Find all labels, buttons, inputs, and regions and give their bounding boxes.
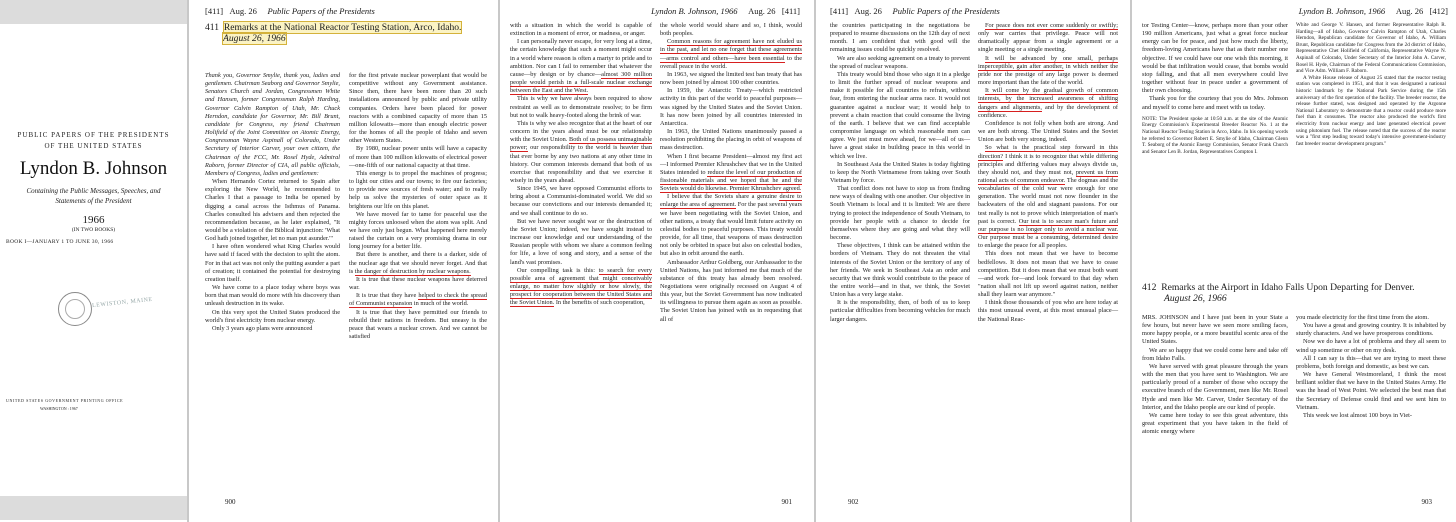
section-number: 411	[205, 22, 220, 33]
paragraph: This treaty would bind those who sign it in a pledge to limit the further spread of nuclear weapons and make it possible for all countries to refrain, without fear, from entering the nuclear arms race. It would not guarantee against a nuclear war; it would help to prevent a chain reaction that could consume the living of the earth. I believe that we can find acceptable compromise language on which reasonable men can agree. We just must move ahead, for we—all of us—have a great stake in building peace in this world in which we live.	[830, 70, 970, 160]
column-right	[349, 72, 487, 341]
footnote: White and George V. Hansen, and former Representative Ralph R. Harding—all of Idaho, Governor Calvin Rampton of Utah, Charles Herndon, Republican candidate for Governor of Idaho, A. William Brunt, Republican candidate for Congress from the 2d district of Idaho, Representative Chet Holifield of California, Representative Wayne N. Aspinall of Colorado, Under Secretary of the Interior John A. Carver, Rosel H. Hyde, Chairman of the Federal Communications Commission, and Vice Adm. William F. Raborn.	[1296, 22, 1446, 75]
head-title: Public Papers of the Presidents	[892, 6, 1000, 16]
printer-place: WASHINGTON : 1967	[40, 406, 78, 411]
books-note: (IN TWO BOOKS)	[71, 227, 116, 233]
head-date: Aug. 26	[229, 6, 257, 16]
running-head	[651, 6, 800, 16]
column-left	[1142, 22, 1288, 155]
paragraph: When Hernando Cortez returned to Spain after exploring the New World, he recommended to Charles I that a passage to India be opened by digging a canal across the Isthmus of Panama. Charles consulted his advisers and then rejected the recommendation because, as he later explained, "It would be a violation of the Biblical injunction: 'What God hath joined together, let no man put asunder.'"	[205, 178, 340, 243]
paragraph: I believe that the Soviets share a genuine desire to enlarge the area of agreement. For the past several years we have been negotiating with the Soviet Union, and other nations, a treaty that would limit future activity on celestial bodies to peaceful purposes. This treaty would provide, for all time, that weapons of mass destruction not only be orbited in space but also on celestial bodies, but also in orbit around the earth.	[660, 193, 802, 258]
page-number: 902	[848, 498, 859, 506]
section-heading	[205, 22, 487, 49]
series-line-2: OF THE UNITED STATES	[44, 142, 143, 150]
title-page	[0, 0, 187, 522]
paragraph: Confidence is not folly when both are strong. And we are both strong. The United States and the Soviet Union are both very strong, indeed.	[978, 119, 1118, 144]
paragraph: That conflict does not have to stop us from finding new ways of dealing with one another. Our objective in South Vietnam is local and it is limited: We are there trying to protect the independence of South Vietnam, to provide her people with a chance to decide for themselves where they are going and what they will become.	[830, 185, 970, 242]
paragraph: I think those thousands of you who are here today at this most unusual event, at this most unusual place—the National Reac-	[978, 299, 1118, 323]
book-range: BOOK I—JANUARY 1 TO JUNE 30, 1966	[6, 239, 114, 245]
section-date: August 26, 1966	[223, 33, 286, 44]
paragraph: This energy is to propel the machines of progress; to light our cities and our towns; to fire our factories; to provide new sources of fresh water; and to really help us solve the mysteries of outer space as it brightens our life on this planet.	[349, 169, 487, 210]
page-902	[816, 0, 1130, 522]
page-number: 900	[225, 498, 236, 506]
head-name: Lyndon B. Johnson, 1966	[651, 6, 738, 16]
paragraph: Now we do have a lot of problems and they all seem to wind up sometime or other on my desk.	[1296, 338, 1446, 354]
paragraph: you made electricity for the first time from the atom.	[1296, 314, 1429, 321]
paragraph: You have a great and growing country. It is inhabited by sturdy characters. And we have prosperous conditions.	[1296, 322, 1446, 338]
highlight-underline: the danger of destruction by nuclear weapons.	[354, 267, 471, 275]
paragraph: We have come to a place today where boys was born that man would do more with his discovery than unleash destruction in its wake.	[205, 284, 340, 308]
highlight-underline: For peace does not ever come suddenly or swiftly;	[985, 22, 1118, 29]
paragraph: the whole world would share and so, I think, would both peoples.	[660, 22, 802, 38]
head-name: Lyndon B. Johnson, 1966	[1298, 6, 1386, 16]
paragraph: We are also seeking agreement on a treaty to prevent the spread of nuclear weapons.	[830, 54, 970, 70]
column-left	[830, 22, 970, 324]
running-head	[205, 6, 375, 16]
paragraph: In 1959, the Antarctic Treaty—which restricted activity in this part of the world to peaceful purposes—was signed by the United States and the Soviet Union. It has now been joined by all countries interested in Antarctica.	[660, 87, 802, 127]
page-number: 901	[781, 498, 792, 506]
paragraph: In 1963, the United Nations unanimously passed a resolution prohibiting the placing in orbit of weapons of mass destruction.	[660, 128, 802, 152]
page-number: 903	[1421, 498, 1432, 506]
paragraph: All I can say is this—that we are trying to meet these problems, both foreign and domestic, as best we can.	[1296, 354, 1446, 370]
highlight-underline: helped to check the spread of Communist expansion	[349, 292, 488, 308]
paragraph: This does not mean that we have to become bedfellows. It does not mean that we have to cease competition. But it does mean that we must both want—and work for—and look forward to that day when "nation shall not lift up sword against nation, neither shall they learn war anymore."	[978, 250, 1118, 299]
president-name: Lyndon B. Johnson	[19, 158, 168, 179]
item-bracket: [411]	[830, 6, 849, 16]
highlight-underline: reduce the level of our production of fissionable materials and we hoped that he and the Soviets would do likewise. Premier Khrushchev agreed.	[660, 168, 802, 193]
highlight-underline: Common reasons for agreement have not eluded us in the past, and let no one forget that these agreements—arms control and others—have been essential	[660, 38, 802, 62]
column-right	[660, 22, 802, 324]
paragraph: It is true that they have permitted our friends to rebuild their nations in freedom. But uneasy is the peace that wears a nuclear crown. And we cannot be satisfied	[349, 308, 487, 340]
paragraph: Our compelling task is this: to search for every possible area of agreement that might conceivably enlarge, no matter how slightly or how slowly, the prospect for cooperation between the United States and the Soviet Union. In the benefits of such cooperation,	[510, 266, 653, 307]
section-title-text: Remarks at the National Reactor Testing Station, Arco, Idaho.	[223, 22, 462, 33]
paragraph: It is true that these nuclear weapons have deterred war.	[349, 275, 487, 292]
title-block	[0, 130, 187, 245]
highlight-underline: almost 300 million people would perish in a full-scale nuclear exchange between the East and the West.	[510, 70, 652, 95]
head-date: Aug. 26	[1395, 6, 1424, 16]
column-right	[978, 22, 1118, 324]
section-title	[205, 22, 487, 33]
section-heading	[1142, 282, 1446, 309]
paragraph: Common reasons for agreement have not eluded us in the past, and let no one forget that these agreements—arms control and others—have been essential to the overall peace in the world.	[660, 38, 802, 70]
section-date: August 26, 1966	[1164, 293, 1227, 304]
paragraph: It will come by the gradual growth of common interests, by the increased awareness of shifting dangers and alignments, and by the development of confidence.	[978, 87, 1118, 119]
paragraph: This is why we have always been required to show restraint as well as to demonstrate resolve; to be firm but not to walk heavy-footed along the brink of war.	[510, 95, 652, 119]
containing-line: Containing the Public Messages, Speeches, and Statements of the President	[26, 187, 161, 205]
head-title: Public Papers of the Presidents	[267, 6, 375, 16]
highlight-underline: It will be advanced by one small, perhaps imperceptible, gain after another,	[978, 54, 1118, 70]
highlight-underline: So what is the practical step forward in this direction?	[978, 144, 1118, 160]
paragraph: for the first private nuclear powerplant that would be competitive without any Government assistance. Since then, there have been more than 20 such installations announced by public and private utility companies. Orders have been placed for power reactors with a combined capacity of more than 15 million kilowatts—more than enough electric power for the homes of all the people of Idaho and seven other Western States.	[349, 72, 487, 145]
head-date: Aug. 26	[748, 6, 776, 16]
footnote: NOTE: The President spoke at 10:50 a.m. at the site of the Atomic Energy Commission's Experimental Breeder Reactor No. 1 at the National Reactor Testing Station in Arco, Idaho. In his opening words he referred to Governor Robert E. Smylie of Idaho, Chairman Glenn T. Seaborg of the Atomic Energy Commission, Senator Frank Church and Senator Len B. Jordan, Representatives Compton I.	[1142, 115, 1288, 155]
highlight-underline: It will come by the gradual growth of common interests, by the increased awareness of shifting dangers and alignments,	[978, 87, 1118, 111]
running-head	[1299, 6, 1448, 16]
paragraph: In Southeast Asia the United States is today fighting to keep the North Vietnamese from taking over South Vietnam by force.	[830, 160, 970, 184]
paragraph: Since 1945, we have opposed Communist efforts to bring about a Communist-dominated world. We did so because our convictions and our interests demanded it; and we shall continue to do so.	[510, 185, 652, 217]
paragraph: By 1980, nuclear power units will have a capacity of more than 100 million kilowatts of electrical power—one-fifth of our national capacity at that time.	[349, 145, 487, 169]
printer-line: UNITED STATES GOVERNMENT PRINTING OFFICE	[6, 398, 124, 403]
head-date: Aug. 26	[854, 6, 882, 16]
footnote: A White House release of August 25 stated that the reactor testing station was completed in 1951, and that it was designated a national historic landmark by the National Park Service during the 15th anniversary of the first operation of the facility. The breeder reactor, the release further stated, was designed and operated by the Argonne National Laboratory to demonstrate that a reactor could produce more fuel than it consumes. The reactor also produced the world's first electricity from nuclear energy and later generated electrical power using plutonium fuel. The release noted that the success of the reactor was a "first step leading toward today's intensive government-industry fast breeder reactor development program."	[1296, 74, 1446, 147]
paragraph: We came here today to see this great adventure, this great experiment that you have taken in the field of atomic energy where	[1142, 411, 1288, 436]
paragraph: Only 3 years ago plans were announced	[212, 324, 313, 332]
section-title	[1142, 282, 1446, 293]
paragraph: It will be advanced by one small, perhaps imperceptible, gain after another, in which neither the pride nor the prestige of any large power is deemed more important than the fate of the world.	[978, 54, 1118, 87]
paragraph: We are so happy that we could come here and take off from Idaho Falls.	[1142, 346, 1288, 362]
paragraph: It is true that they have helped to check the spread of Communist expansion in much of the world.	[349, 292, 488, 308]
paragraph: These objectives, I think can be attained within the borders of Vietnam. They do not threaten the vital interests of the Soviet Union or the territory of any of her friends. We seek in Southeast Asia an order and security that we think would contribute to the peace of the entire world—and in that, we think, the Soviet Union has a very large stake.	[830, 242, 970, 299]
page-903	[1132, 0, 1456, 522]
paragraph: But we have never sought war or the destruction of the Soviet Union; indeed, we have sought instead to increase our knowledge and our understanding of the Russian people with whom we share a common feeling for life, a love of song and story, and a sense of the land's vast promises.	[510, 217, 652, 266]
column-left	[205, 72, 340, 333]
running-head	[830, 6, 1000, 16]
section-title-text: Remarks at the Airport in Idaho Falls Upon Departing for Denver.	[1161, 282, 1415, 293]
paragraph: We have General Westmoreland, I think the most brilliant soldier that we have in the United States Army. He was the head of West Point. We selected the best man that the Secretary of Defense could find and we sent him to Vietnam.	[1296, 371, 1446, 411]
section-number: 412	[1142, 282, 1157, 293]
item-bracket: [411]	[205, 6, 224, 16]
highlight-underline: Our test is to secure man's future and our purpose is no longer only to avoid a nuclear war.	[978, 217, 1118, 233]
highlight-underline: prevent us from rational acts of common endeavor.	[978, 168, 1118, 184]
presidential-seal-icon	[58, 292, 92, 326]
scan-margin-bottom	[0, 496, 187, 520]
highlight-underline: desire to enlarge the area of agreement.	[660, 193, 802, 209]
library-stamp: LEWISTON, MAINE	[91, 296, 153, 310]
column-left-2	[1142, 314, 1288, 436]
column-right	[1296, 22, 1446, 147]
paragraph: I can personally never escape, for very long at a time, the certain knowledge that such a moment might occur in a world where reason is often a martyr to pride and to ambition. Nor can I fail to remember that whatever the cause—by design or by chance—almost 300 million people would perish in a full-scale nuclear exchange between the East and the West.	[510, 38, 652, 95]
page-901	[500, 0, 814, 522]
item-bracket: [412]	[1429, 6, 1448, 16]
paragraph: But there is another, and there is a darker, side of the nuclear age that we should never forget. And that is the danger of destruction by nuclear weapons.	[349, 251, 487, 275]
column-left	[510, 22, 652, 307]
paragraph: MRS. JOHNSON and I have just been in your State a few hours, but never have we seen more smiling faces, more happy people, or a more beautiful scenic area of the United States.	[1142, 314, 1288, 346]
paragraph: We have moved far to tame for peaceful use the mighty forces unloosed when the atom was split. And we have only just begun. What happened here merely raised the curtain on a very promising drama in our long journey for a better life.	[349, 210, 487, 251]
paragraph: with a situation in which the world is capable of extinction in a moment of error, or madness, or anger.	[510, 22, 652, 38]
paragraph: Thank you, Governor Smylie, thank you, ladies and gentlemen. Chairman Seaborg and Governor Smylie, Senators Church and Jordan, Congressmen White and Hansen, former Congressman Ralph Harding, Governor Calvin Rampton of Utah, Mr. Chuck Herndon, candidate for Governor, Mr. Bill Brunt, candidate for Congress, my friend Chairman Holifield of the Joint Committee on Atomic Energy, Congressman Wayne Aspinall of Colorado, Under Secretary of Interior Carver, your own citizen, the Chairman of the FCC, Mr. Rosel Hyde, Admiral Raborn, former Director of CIA, all public officials, Members of Congress, ladies and gentlemen:	[205, 72, 340, 177]
paragraph: In 1963, we signed the limited test ban treaty that has now been joined by almost 100 other countries.	[660, 70, 802, 87]
item-bracket: [411]	[781, 6, 800, 16]
paragraph: For peace does not ever come suddenly or swiftly; only war carries that privilege. Peace will not dramatically appear from a single agreement or a single meeting or a single meeting.	[978, 22, 1118, 54]
highlight-underline: to search for every possible area of agreement that might conceivably enlarge, no matter how slightly or how slowly, the prospect for cooperation between the United States and the Soviet Union.	[510, 266, 653, 307]
paragraph: the countries participating in the negotiations be prepared to resume discussions on the 12th day of next month. I am confident that with good will the remaining issues could be quickly resolved.	[830, 22, 970, 54]
paragraph: Ambassador Arthur Goldberg, our Ambassador to the United Nations, has just informed me that much of the substance of this treaty has already been resolved. Negotiations were originally recessed on August 4 of this year, but the Soviet Government has now indicated its willingness to pursue them again as soon as possible. The Soviet Union has joined with us in requesting that all of	[660, 258, 802, 323]
series-line-1: PUBLIC PAPERS OF THE PRESIDENTS	[17, 131, 170, 139]
paragraph: We have served with great pleasure through the years with the men that you have sent to Washington. We are particularly proud of a number of those who occupy the executive branch of the Government, men like Mr. Rosel Hyde and men like Mr. Carver, Under Secretary of the Interior, and the Idaho people are our kind of people.	[1142, 362, 1288, 411]
paragraph: Thank you for the courtesy that you do Mrs. Johnson and myself to come here and meet with us today.	[1142, 95, 1288, 111]
scan-margin-top	[0, 0, 187, 24]
paragraph: This week we lost almost 100 boys in Viet-	[1303, 411, 1412, 419]
paragraph: When I first became President—almost my first act—I informed Premier Khrushchev that we in the United States intended to reduce the level of our production of fissionable materials and we hoped that he and the Soviets would do likewise. Premier Khrushchev agreed.	[660, 152, 802, 193]
paragraph: tor Testing Center—know, perhaps more than your other 190 million Americans, just what a great force nuclear energy can be for peace, and just how much the liberty, freedom-loving Americans have that as their number one objective. If we could have our one wish this morning, it would be that infiltration would cease, that bombs would stop falling, and that all men everywhere could live together without fear in peace under a government of their own choosing.	[1142, 22, 1288, 95]
paragraph: I have often wondered what King Charles would have said if faced with the decision to split the atom. For in that act was not only the putting asunder a part of creation; it contained the potential for destroying creation itself.	[205, 243, 340, 283]
paragraph: This is why we also recognize that at the heart of our concern in the years ahead must be our relationship with the Soviet Union. Both of us possess unimaginable power; our responsibility to the world is heavier than that ever borne by any two nations at any other time in history. Our common interests demand that both of us exercise that responsibility and that we exercise it wisely in the years ahead.	[510, 119, 652, 184]
page-900	[189, 0, 498, 522]
paragraph: It is the responsibility, then, of both of us to keep particular difficulties from becoming vehicles for much larger dangers.	[830, 299, 970, 323]
highlight-underline: Both of us possess unimaginable power;	[510, 136, 652, 152]
volume-year: 1966	[82, 214, 105, 226]
paragraph: On this very spot the United States produced the world's first electricity from nuclear energy.	[205, 308, 340, 324]
paragraph: So what is the practical step forward in this direction? I think it is to recognize that while differing principles and differing values may always divide us, they should not, and they must not, prevent us from rational acts of common endeavor. The dogmas and the vocabularies of the cold war were enough for one generation. The world must not now flounder in the backwaters of the old and stagnant passions. For our test really is not to prove which interpretation of man's past is correct. Our test is to secure man's future and our purpose is no longer only to avoid a nuclear war. Our purpose must be a consuming, determined desire to enlarge the peace for all peoples.	[978, 144, 1118, 250]
column-right-2	[1296, 314, 1446, 420]
